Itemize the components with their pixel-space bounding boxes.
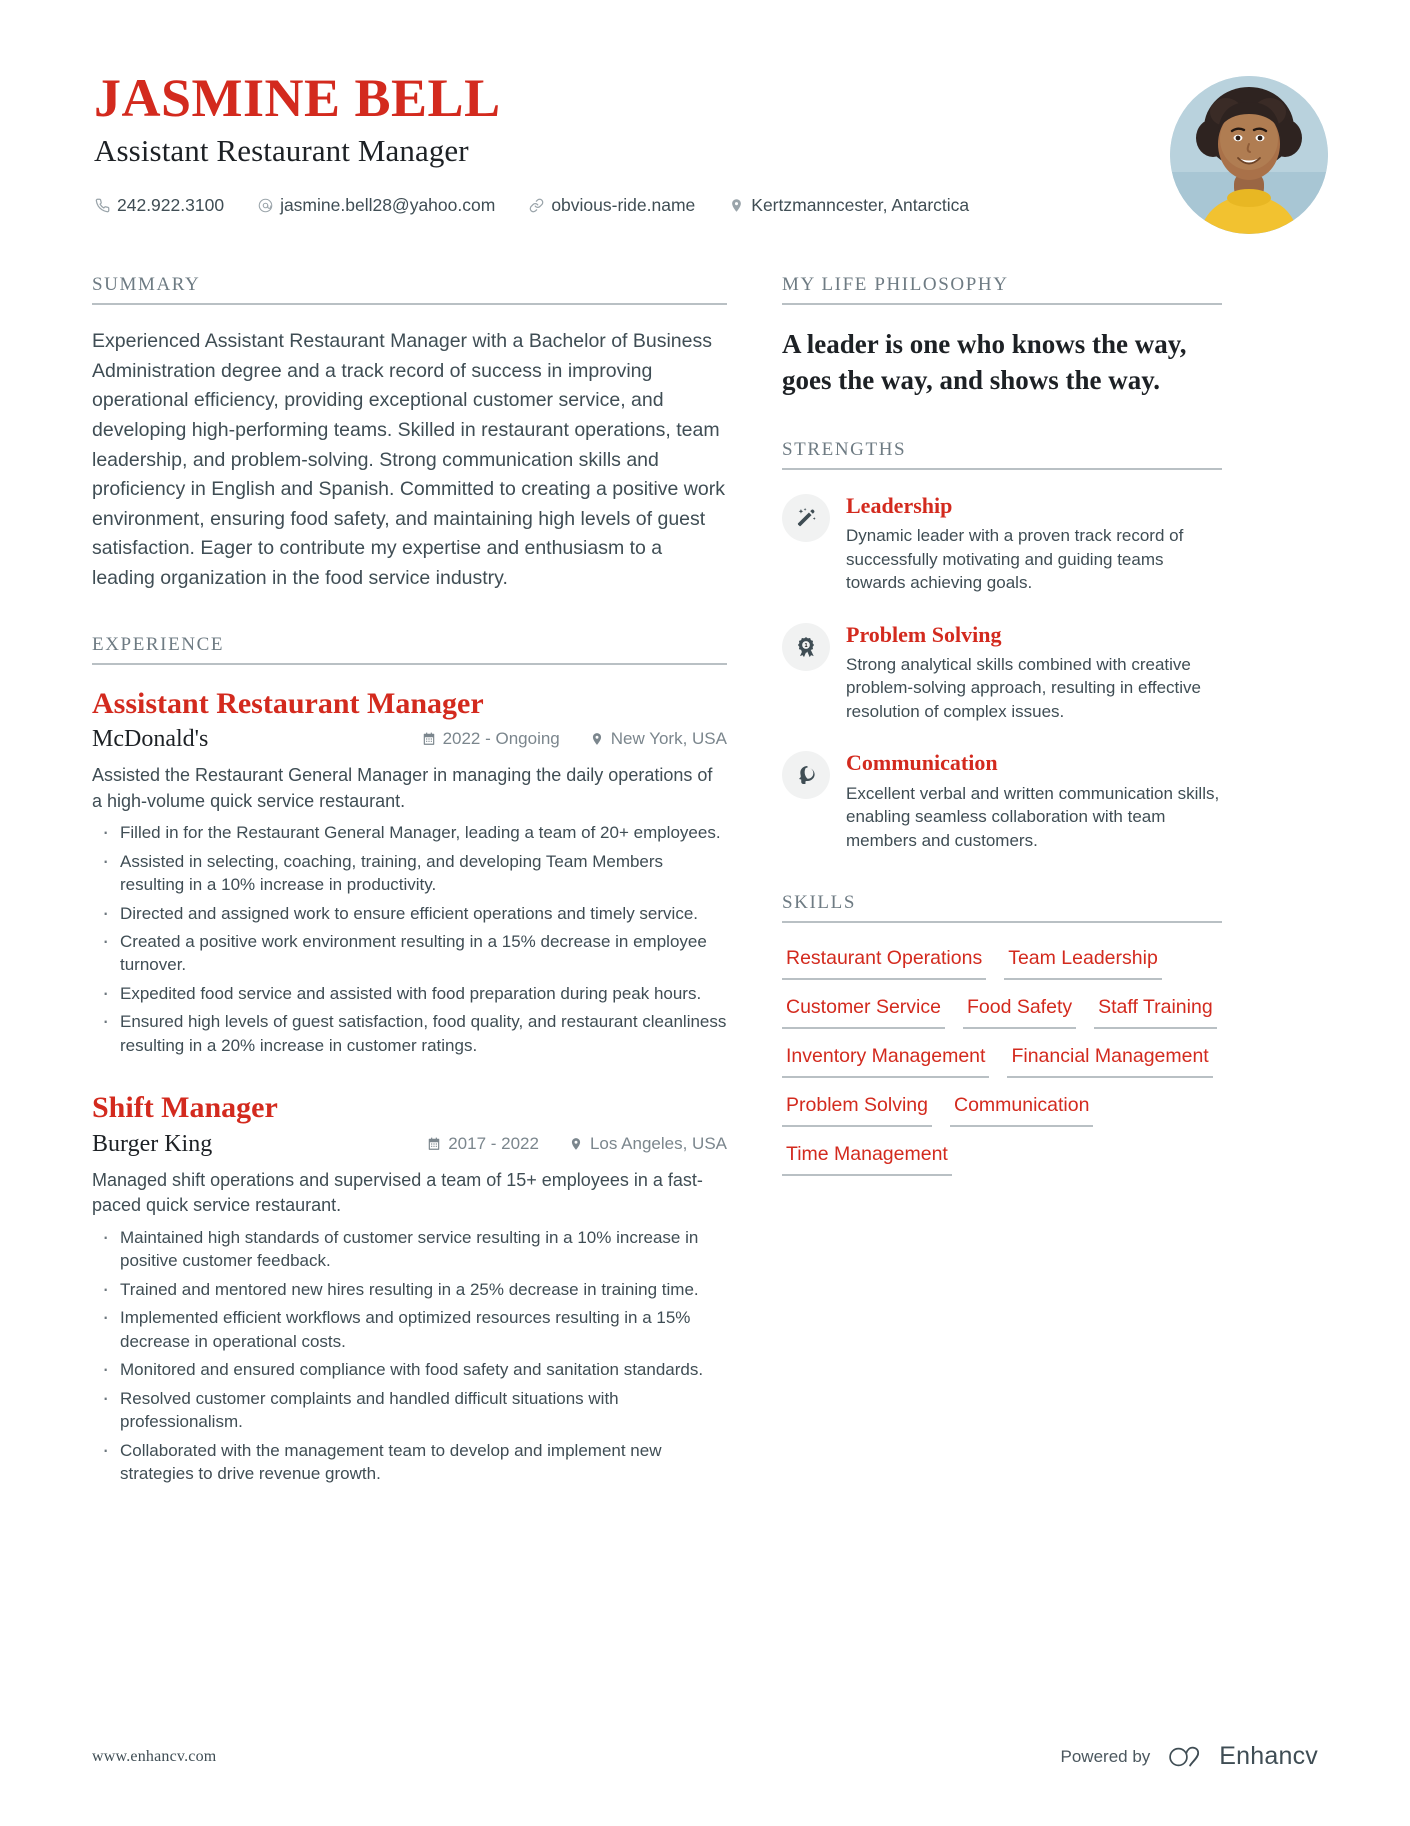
award-ribbon-icon <box>795 636 817 658</box>
list-item: · Directed and assigned work to ensure efficient operations and timely service. <box>92 902 727 925</box>
experience-location-text: Los Angeles, USA <box>589 1133 727 1153</box>
strengths-heading: STRENGTHS <box>782 439 1222 470</box>
list-item: · Monitored and ensured compliance with food safety and sanitation standards. <box>92 1358 727 1381</box>
list-item: · Trained and mentored new hires resulting in a 25% decrease in training time. <box>92 1278 727 1301</box>
experience-section <box>92 634 727 1486</box>
job-title-subheading: Assistant Restaurant Manager <box>94 132 469 168</box>
list-item: · Ensured high levels of guest satisfaction, food quality, and restaurant cleanliness resulting in a 20% increase in customer ratings. <box>92 1010 727 1057</box>
powered-by-label: Powered by <box>1060 1746 1151 1766</box>
email-icon <box>258 198 273 213</box>
resume-header <box>92 70 1318 230</box>
contact-phone-text: 242.922.3100 <box>117 194 225 215</box>
magic-wand-icon <box>795 507 817 529</box>
enhancv-brand-name: Enhancv <box>1219 1742 1318 1770</box>
strength-title: Communication <box>846 750 998 776</box>
svg-text:1: 1 <box>804 642 808 649</box>
list-item: · Implemented efficient workflows and optimized resources resulting in a 15% decrease in operational costs. <box>92 1306 727 1353</box>
skill-tag[interactable]: Financial Management <box>1007 1043 1212 1078</box>
strength-body <box>846 492 1222 595</box>
location-pin-icon <box>569 1137 583 1151</box>
experience-description: Managed shift operations and supervised a team of 15+ employees in a fast-paced quick service restaurant. <box>92 1169 703 1216</box>
experience-entry <box>92 687 727 1058</box>
list-item: · Expedited food service and assisted with food preparation during peak hours. <box>92 982 727 1005</box>
phone-icon <box>95 198 110 213</box>
list-item: · Maintained high standards of customer service resulting in a 10% increase in positive customer feedback. <box>92 1226 727 1273</box>
skill-tag[interactable]: Time Management <box>782 1141 952 1176</box>
strength-item <box>782 492 1222 595</box>
experience-title: Assistant Restaurant Manager <box>92 686 484 720</box>
experience-title: Shift Manager <box>92 1091 278 1125</box>
experience-dates <box>427 1134 539 1154</box>
experience-heading: EXPERIENCE <box>92 634 727 665</box>
experience-meta <box>92 726 727 753</box>
experience-entry <box>92 1091 727 1485</box>
contact-email-text: jasmine.bell28@yahoo.com <box>280 194 496 215</box>
contact-phone[interactable] <box>95 195 224 216</box>
strength-description: Dynamic leader with a proven track record of successfully motivating and guiding teams towards achieving goals. <box>846 526 1184 593</box>
strength-description: Excellent verbal and written communication skills, enabling seamless collaboration with team members and customers. <box>846 783 1220 850</box>
philosophy-quote: A leader is one who knows the way, goes the way, and shows the way. <box>782 329 1187 395</box>
page-title: JASMINE BELL <box>94 68 501 128</box>
calendar-icon <box>422 732 436 746</box>
strengths-section <box>782 439 1222 852</box>
list-item: · Assisted in selecting, coaching, training, and developing Team Members resulting in a 10% increase in productivity. <box>92 850 727 897</box>
contact-website-text: obvious-ride.name <box>551 194 696 215</box>
contact-email[interactable] <box>258 195 495 216</box>
footer-branding <box>1061 1742 1318 1771</box>
list-item: · Collaborated with the management team to develop and implement new strategies to drive revenue growth. <box>92 1439 727 1486</box>
strength-title: Problem Solving <box>846 621 1002 647</box>
strength-body <box>846 621 1222 724</box>
summary-heading: SUMMARY <box>92 274 727 305</box>
experience-company: McDonald's <box>92 726 209 753</box>
experience-bullets <box>92 1226 727 1486</box>
contact-row <box>95 195 1318 216</box>
summary-text: Experienced Assistant Restaurant Manager with a Bachelor of Business Administration degree and a track record of success in improving operational efficiency, providing exceptional customer service, and developing high-performing teams. Skilled in restaurant operations, team leadership, and problem-solving. Strong communication skills and proficiency in English and Spanish. Committed to creating a positive work environment, ensuring food safety, and maintaining high levels of guest satisfaction. Eager to contribute my expertise and enthusiasm to a leading organization in the food service industry. <box>92 330 725 589</box>
skills-heading: SKILLS <box>782 892 1222 923</box>
location-pin-icon <box>590 732 604 746</box>
experience-dates-text: 2017 - 2022 <box>448 1133 539 1153</box>
skill-tag[interactable]: Problem Solving <box>782 1092 932 1127</box>
contact-location[interactable] <box>729 195 969 216</box>
skill-tag[interactable]: Communication <box>950 1092 1093 1127</box>
skill-tag[interactable]: Customer Service <box>782 994 945 1029</box>
contact-location-text: Kertzmanncester, Antarctica <box>751 194 970 215</box>
link-icon <box>529 198 544 213</box>
experience-meta <box>92 1131 727 1158</box>
skill-tag[interactable]: Restaurant Operations <box>782 945 986 980</box>
skill-tag[interactable]: Inventory Management <box>782 1043 989 1078</box>
footer-url[interactable]: www.enhancv.com <box>92 1747 217 1765</box>
strength-badge <box>782 751 830 799</box>
experience-dates-text: 2022 - Ongoing <box>442 729 560 749</box>
location-pin-icon <box>729 198 744 213</box>
strength-item <box>782 621 1222 724</box>
experience-dates <box>422 729 560 749</box>
left-column <box>92 274 767 1525</box>
skill-tag[interactable]: Team Leadership <box>1004 945 1162 980</box>
skill-tag[interactable]: Food Safety <box>963 994 1076 1029</box>
strength-body <box>846 749 1222 852</box>
list-item: · Resolved customer complaints and handled difficult situations with professionalism. <box>92 1387 727 1434</box>
contact-website[interactable] <box>529 195 695 216</box>
philosophy-section <box>782 274 1222 399</box>
list-item: · Filled in for the Restaurant General Manager, leading a team of 20+ employees. <box>92 821 727 844</box>
experience-location <box>569 1134 727 1154</box>
strength-item <box>782 749 1222 852</box>
skills-section <box>782 892 1222 1176</box>
strength-badge <box>782 494 830 542</box>
strength-description: Strong analytical skills combined with creative problem-solving approach, resulting in effective resolution of complex issues. <box>846 654 1201 721</box>
experience-bullets <box>92 821 727 1057</box>
head-profile-icon <box>795 764 817 786</box>
summary-section <box>92 274 727 594</box>
right-column <box>767 274 1222 1216</box>
skill-tag[interactable]: Staff Training <box>1094 994 1217 1029</box>
list-item: · Created a positive work environment resulting in a 15% decrease in employee turnover. <box>92 930 727 977</box>
experience-company: Burger King <box>92 1130 213 1157</box>
avatar <box>1170 76 1328 234</box>
enhancv-brand[interactable] <box>1168 1742 1318 1771</box>
experience-location <box>590 729 727 749</box>
enhancv-logo-icon <box>1168 1744 1208 1770</box>
experience-description: Assisted the Restaurant General Manager in managing the daily operations of a high-volume quick service restaurant. <box>92 765 713 811</box>
calendar-icon <box>427 1137 441 1151</box>
philosophy-heading: MY LIFE PHILOSOPHY <box>782 274 1222 305</box>
page-footer <box>92 1742 1318 1771</box>
strength-title: Leadership <box>846 492 953 518</box>
content-columns <box>92 274 1318 1525</box>
skills-list <box>782 945 1222 1176</box>
strength-badge <box>782 623 830 671</box>
experience-location-text: New York, USA <box>610 729 727 749</box>
